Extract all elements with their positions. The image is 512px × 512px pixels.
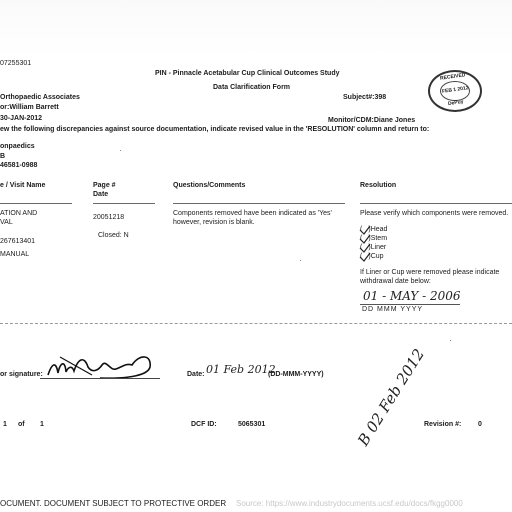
investigator-signature <box>40 345 160 385</box>
comment-line1: Components removed have been indicated as 'Yes' <box>173 210 332 217</box>
option-liner-label: Liner <box>370 244 387 251</box>
investigator-name: or:William Barrett <box>0 104 59 111</box>
scan-speck <box>120 150 121 151</box>
form-title: Data Clarification Form <box>213 84 291 91</box>
source-watermark: Source: https://www.industrydocuments.ucsf.edu/docs/fkgg0000 <box>236 499 463 508</box>
section-divider-top <box>0 323 512 324</box>
confidential-notice: OCUMENT. DOCUMENT SUBJECT TO PROTECTIVE ORDER <box>0 499 227 508</box>
withdrawal-date-format: DD MMM YYYY <box>362 306 424 313</box>
subject-number: Subject#:398 <box>343 94 387 101</box>
return-address-line2: B <box>0 153 6 160</box>
comment-line2: however, revision is blank. <box>173 219 255 226</box>
stamp-bottom-text: DePuy <box>447 98 464 108</box>
page-total: 1 <box>40 421 44 428</box>
study-title: PIN - Pinnacle Acetabular Cup Clinical Outcomes Study <box>155 70 340 77</box>
dcf-id-label: DCF ID: <box>191 421 217 428</box>
page-of: of <box>18 421 25 428</box>
option-head: ( )Head <box>360 226 388 233</box>
form-date: 30-JAN-2012 <box>0 115 43 122</box>
option-cup-label: Cup <box>370 253 384 260</box>
page-number-value: 20051218 <box>93 214 125 221</box>
header-rule-resolution <box>360 203 512 204</box>
scan-speck <box>450 340 451 341</box>
column-page-number: Page # <box>93 182 116 189</box>
header-rule-visit <box>0 203 72 204</box>
visit-line4: MANUAL <box>0 251 30 258</box>
dcf-id-value: 5065301 <box>238 421 266 428</box>
withdrawal-date-handwritten: 01 - MAY - 2006 <box>363 289 461 303</box>
visit-line1: ATION AND <box>0 210 38 217</box>
option-cup: ( )Cup <box>360 253 384 260</box>
signature-line <box>40 378 160 379</box>
visit-line3: 267613401 <box>0 238 36 245</box>
return-address-line1: onpaedics <box>0 143 35 150</box>
column-resolution: Resolution <box>360 182 397 189</box>
option-liner: ( )Liner <box>360 244 387 251</box>
return-address-line3: 46581-0988 <box>0 162 38 169</box>
scan-speck <box>300 260 301 261</box>
handwritten-checkmarks <box>358 224 382 264</box>
revision-value: 0 <box>478 421 482 428</box>
site-name: Orthopaedic Associates <box>0 94 80 101</box>
stamp-date-text: FEB 1 2012 <box>441 85 469 95</box>
scan-shadow <box>0 0 512 56</box>
signature-date-format: (DD-MMM-YYYY) <box>268 371 324 378</box>
stamp-top-text: RECEIVED <box>439 72 466 82</box>
visit-line2: VAL <box>0 219 13 226</box>
header-rule-questions <box>173 203 345 204</box>
header-rule-page <box>93 203 155 204</box>
document-number: 07255301 <box>0 60 32 67</box>
signature-label: or signature: <box>0 371 43 378</box>
option-stem-label: Stem <box>370 235 388 242</box>
monitor-name: Monitor/CDM:Diane Jones <box>328 117 416 124</box>
column-date: Date <box>93 191 109 198</box>
withdrawal-date-line <box>360 304 460 305</box>
withdrawal-line2: withdrawal date below: <box>360 278 431 285</box>
revision-label: Revision #: <box>424 421 462 428</box>
instructions: ew the following discrepancies against source documentation, indicate revised value in the 'RESOLUTION' column and return to: <box>0 126 430 133</box>
received-stamp <box>428 70 482 112</box>
side-initials-date: B 02 Feb 2012 <box>354 345 429 450</box>
withdrawal-line1: If Liner or Cup were removed please indicate <box>360 269 500 276</box>
closed-status: Closed: N <box>98 232 129 239</box>
signature-date-handwritten: 01 Feb 2012 <box>206 363 276 376</box>
date-label: Date: <box>187 371 205 378</box>
column-questions: Questions/Comments <box>173 182 246 189</box>
option-stem: ( )Stem <box>360 235 388 242</box>
page-current: 1 <box>3 421 7 428</box>
resolution-line1: Please verify which components were removed. <box>360 210 509 217</box>
column-visit-name: e / Visit Name <box>0 182 46 189</box>
option-head-label: Head <box>370 226 388 233</box>
